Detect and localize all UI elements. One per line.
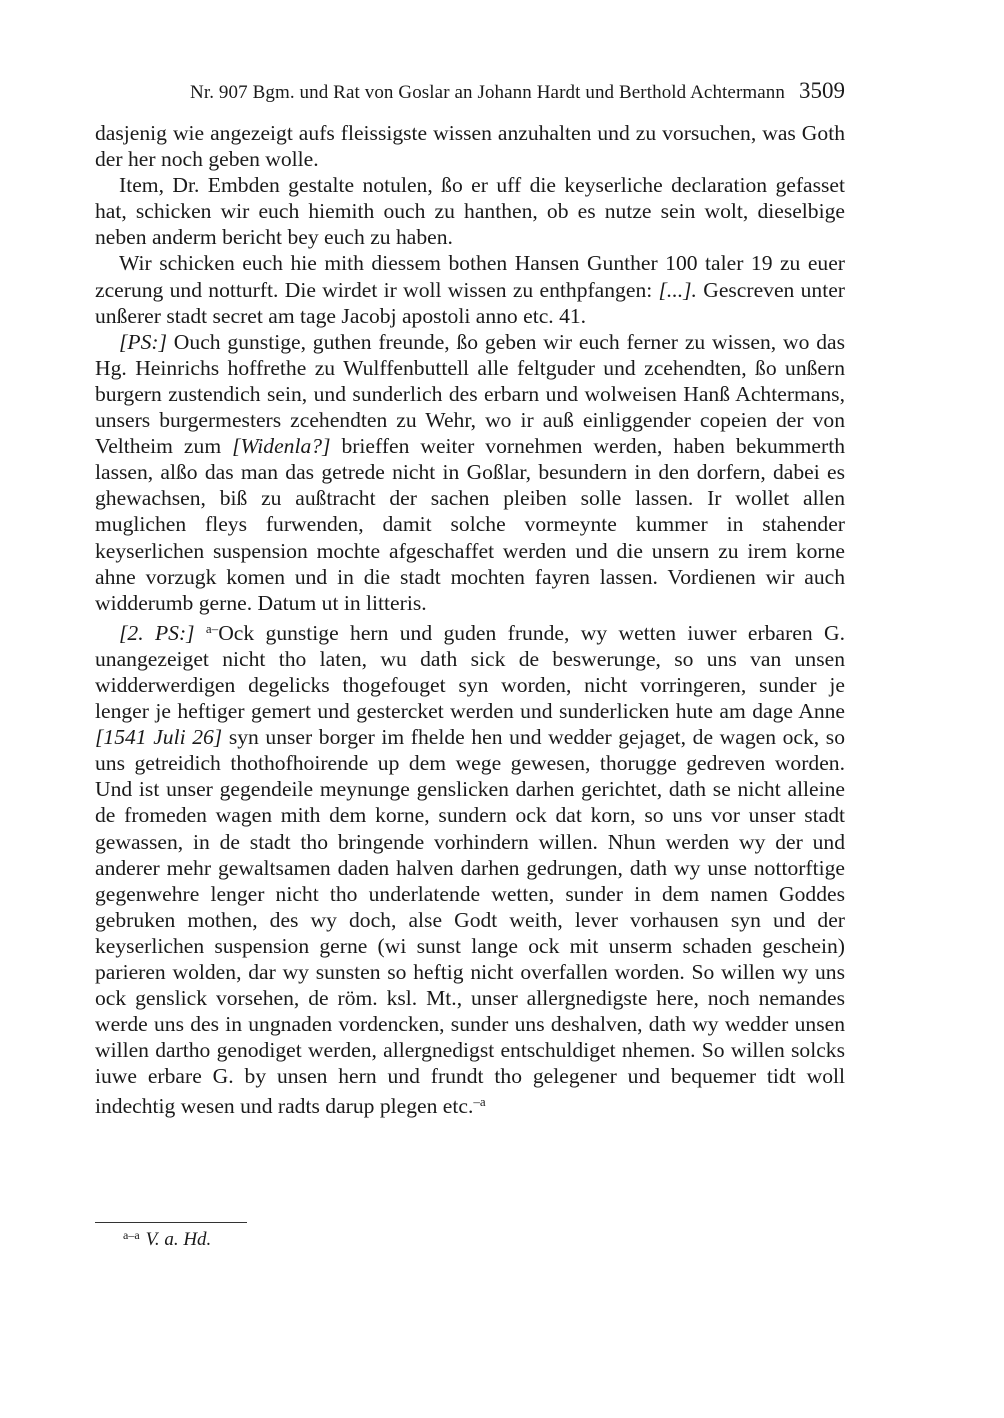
paragraph-continuation <box>95 120 845 172</box>
paragraph-text: Gescreven unter unßerer stadt secret am tage Jacobj apostoli anno etc. 41. <box>95 277 845 328</box>
document-page <box>95 0 845 1418</box>
running-header <box>95 78 845 108</box>
footnote-marker-open: a– <box>205 620 219 636</box>
paragraph-text: Ock gunstige hern und guden frunde, wy wetten iuwer erbaren G. unangezeiget nicht tho laten, wu dath sick de beswerunge, so uns van unsen widderwerdigen degelicks thogefouget syn worden, nicht vorringeren, sunder je lenger je heftiger gemert und gestercket werden und sunderlicken hute am dage Anne <box>95 620 845 724</box>
editorial-date: [1541 Juli 26] <box>95 725 223 750</box>
paragraph-text: Item, Dr. Embden gestalte notulen, ßo er uff die keyserliche declaration gefasset hat, schicken wir euch hiemith ouch zu hanthen, ob es nutze sein wolt, dieselbige neben anderm bericht bey euch zu haben. <box>95 173 845 250</box>
paragraph-notulen <box>95 172 845 250</box>
paragraph-text: Ouch gunstige, guthen freunde, ßo geben wir euch ferner zu wissen, wo das Hg. Heinrichs hoffrethe zu Wulffenbuttell alle feltguder und zcehendten, ßo unßern burgern zustendich sein, und sunderlich des erbarn und wolweisen Hanß Achtermans, unsers burgermesters zcehendten zu Wehr, wo ir auß einliggender copeien der von Veltheim zum <box>95 329 845 459</box>
footnote-text: V. a. Hd. <box>145 1229 212 1250</box>
paragraph-second-postscript <box>95 616 845 1120</box>
paragraph-taler <box>95 250 845 328</box>
paragraph-text: dasjenig wie angezeigt aufs fleissigste wissen anzuhalten und zu vorsuchen, was Goth der her noch geben wolle. <box>95 121 845 172</box>
paragraph-postscript <box>95 329 845 616</box>
page-number: 3509 <box>799 78 845 103</box>
editorial-note: [Widenla?] <box>232 434 331 459</box>
main-text <box>95 120 845 1120</box>
header-title: Nr. 907 Bgm. und Rat von Goslar an Johann Hardt und Berthold Achtermann <box>190 82 785 103</box>
paragraph-text: brieffen weiter vornehmen werden, haben bekummerth lassen, alßo das man das getrede nicht in Goßlar, besundern in den dorfern, dabei es ghewachsen, biß zu außtracht der sachen pleiben solle lassen. Ir wollet allen muglichen fleys furwenden, damit solche vormeynte kummer in stahender keyserlichen suspension mochte afgeschaffet werden und die unsern zu irem korne ahne vorzugk komen und in die stadt mochten fayren lassen. Vordienen wir auch widderumb gerne. Datum ut in litteris. <box>95 434 845 615</box>
footnote-mark: a–a <box>123 1228 140 1242</box>
footnote <box>123 1228 211 1251</box>
paragraph-text: syn unser borger im fhelde hen und wedder gejaget, de wagen ock, so uns getreidich thothofhoirende up dem wege gewesen, thorugge gedreven worden. Und ist unser gegendeile meynunge genslicken darhen gerichtet, dath se nicht alleine de fromeden wagen mith dem korne, sundern ock dat korn, so uns vor unser stadt gewassen, in de stadt tho bringende vorhindern willen. Nhun werden wy der und anderer mehr gewaltsamen daden halven darhen gedrungen, dath wy unse nottorftige gegenwehre lenger nicht tho underlatende wetten, sunder in dem namen Goddes gebruken mothen, des wy doch, alse Godt weith, lever vorhausen syn und der keyserlichen suspension gerne (wi sunst lange ock mit unserm schaden geschein) parieren wolden, dar wy sunsten so heftig nicht overfallen worden. So willen wy uns ock genslick vorsehen, de röm. ksl. Mt., unser allergnedigste here, noch nemandes werde uns des in ungnaden vordencken, sunder uns deshalven, dath wy wedder unsen willen dartho genodiget werden, allergnedigst entschuldiget nhemen. So willen solcks iuwe erbare G. by unsen hern und frundt tho gelegener und bequemer tidt woll indechtig wesen und radts darup plegen etc. <box>95 725 846 1119</box>
editorial-ellipsis: [...]. <box>658 277 697 302</box>
paragraph-text: Wir schicken euch hie mith diessem bothen Hansen Gunther 100 taler 19 zu euer zcerung und notturft. Die wirdet ir woll wissen zu enthpfangen: <box>95 251 845 302</box>
postscript-label: [2. PS:] <box>119 620 195 645</box>
footnote-marker-close: –a <box>473 1094 486 1110</box>
footnote-divider <box>95 1222 247 1223</box>
postscript-label: [PS:] <box>119 329 167 354</box>
